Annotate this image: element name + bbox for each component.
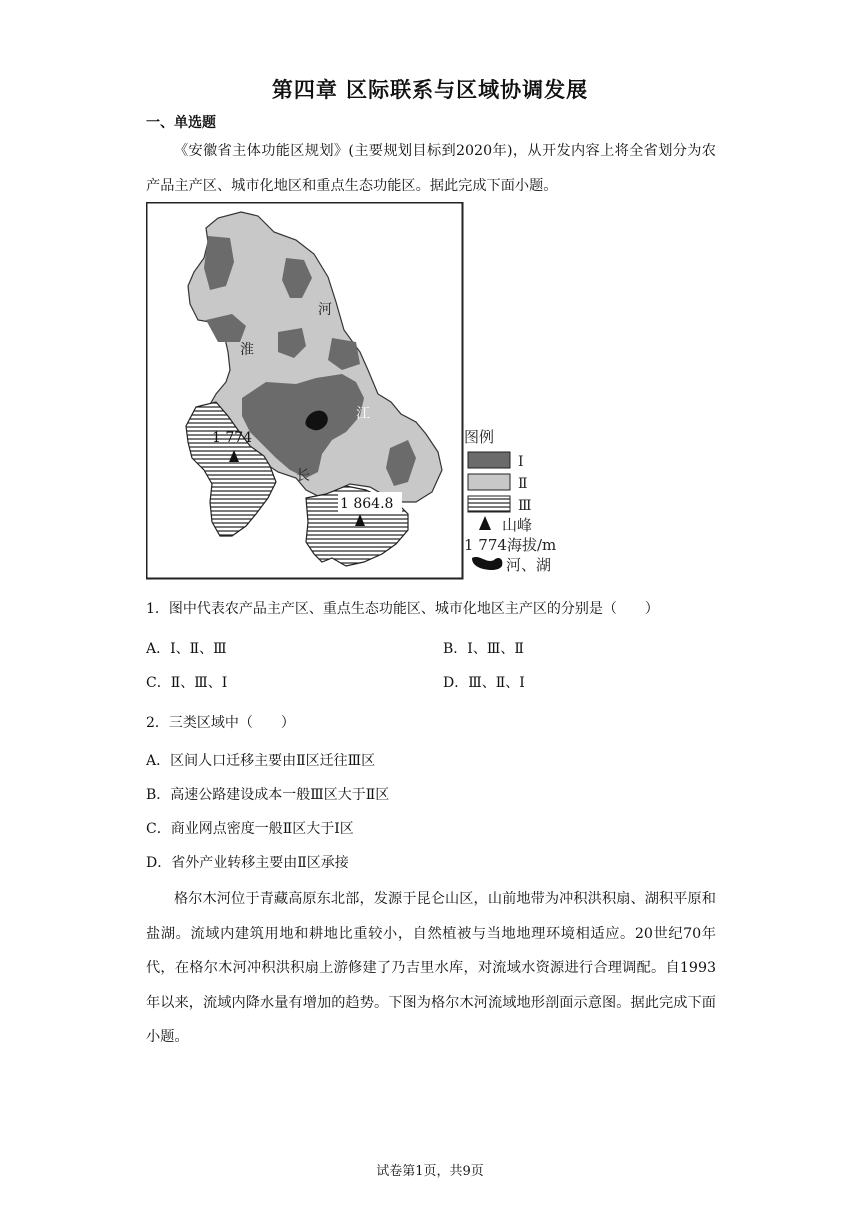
legend-river-icon — [472, 557, 502, 570]
chapter-title: 第四章 区际联系与区域协调发展 — [271, 78, 589, 102]
q2-option-a[interactable]: A．区间人口迁移主要由Ⅱ区迁往Ⅲ区 — [146, 753, 376, 769]
page-footer: 试卷第1页，共9页 — [376, 1164, 484, 1179]
legend-title: 图例 — [464, 428, 495, 446]
legend-peak: 山峰 — [502, 516, 533, 534]
label-jiang: 江 — [356, 406, 370, 422]
q1-option-a[interactable]: A．Ⅰ、Ⅱ、Ⅲ — [146, 641, 227, 657]
peak-2-elevation: 1 864.8 — [340, 496, 394, 512]
question-1-stem: 1．图中代表农产品主产区、重点生态功能区、城市化地区主产区的分别是（ ） — [146, 601, 659, 617]
legend-zone-1: Ⅰ — [518, 454, 524, 470]
peak-1-elevation: 1 774 — [212, 430, 253, 446]
anhui-zone-map — [146, 202, 566, 580]
legend-zone-3: Ⅲ — [518, 498, 532, 514]
q1-option-d[interactable]: D．Ⅲ、Ⅱ、Ⅰ — [443, 675, 525, 691]
q1-option-c[interactable]: C．Ⅱ、Ⅲ、Ⅰ — [146, 675, 228, 691]
question-2-stem: 2．三类区域中（ ） — [146, 715, 295, 731]
q2-option-c[interactable]: C．商业网点密度一般Ⅱ区大于Ⅰ区 — [146, 821, 354, 837]
legend-zone-2: Ⅱ — [518, 476, 528, 492]
intro-paragraph-1: 《安徽省主体功能区规划》(主要规划目标到2020年)，从开发内容上将全省划分为农产品主产区、城市化地区和重点生态功能区。据此完成下面小题。 — [146, 143, 716, 194]
legend-zone-1-swatch — [468, 452, 510, 468]
q2-option-d[interactable]: D．省外产业转移主要由Ⅱ区承接 — [146, 855, 349, 871]
label-huai: 淮 — [240, 342, 254, 358]
legend-river: 河、湖 — [506, 556, 552, 574]
label-he: 河 — [318, 302, 332, 318]
legend-zone-3-swatch — [468, 496, 510, 512]
legend-elevation: 1 774海拔/m — [464, 536, 557, 554]
q1-option-b[interactable]: B．Ⅰ、Ⅲ、Ⅱ — [443, 641, 524, 657]
label-chang: 长 — [296, 468, 310, 484]
intro-paragraph-2: 格尔木河位于青藏高原东北部，发源于昆仑山区，山前地带为冲积洪积扇、湖积平原和盐湖。流域内建筑用地和耕地比重较小，自然植被与当地地理环境相适应。20世纪70年代，在格尔木河冲积洪积扇上游修建了乃吉里水库，对流域水资源进行合理调配。自1993年以来，流域内降水量有增加的趋势。下图为格尔木河流域地形剖面示意图。据此完成下面小题。 — [146, 891, 716, 1045]
legend-zone-2-swatch — [468, 474, 510, 490]
legend-peak-icon — [479, 516, 491, 530]
section-heading: 一、单选题 — [146, 115, 216, 131]
q2-option-b[interactable]: B．高速公路建设成本一般Ⅲ区大于Ⅱ区 — [146, 787, 390, 803]
